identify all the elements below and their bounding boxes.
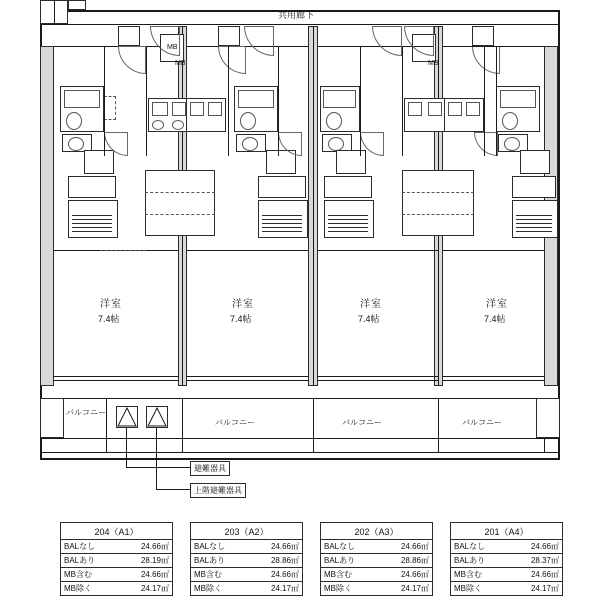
u3-basin-bowl xyxy=(328,137,344,151)
party-wall-left-end xyxy=(40,46,54,386)
unit-card-201 xyxy=(450,522,563,596)
u3-hall-wall xyxy=(360,46,361,156)
u1-mb-label: MB xyxy=(167,44,178,51)
balcony-div-4 xyxy=(438,398,439,452)
u2-entry-door-swing xyxy=(218,46,246,74)
u1-wc-bowl xyxy=(66,112,82,130)
balcony-label-4: バルコニー xyxy=(462,418,502,427)
unit-code-203: 203（A2） xyxy=(191,523,302,540)
table-row xyxy=(61,568,172,582)
u2-wc-bowl xyxy=(240,112,256,130)
u1-bath-door xyxy=(104,96,116,120)
unit-203-row3-value: 24.17㎡ xyxy=(270,584,299,593)
u2-entry-top xyxy=(187,46,308,47)
unit-203-row0-label: BALなし xyxy=(194,542,226,551)
unit-204-row2-value: 24.66㎡ xyxy=(140,570,169,579)
balcony-label-2: バルコニー xyxy=(215,418,255,427)
u3-mb-label: MB xyxy=(428,60,439,67)
balcony-bottom-line xyxy=(40,452,560,453)
unit-201-row3-label: MB除く xyxy=(454,584,482,593)
table-row xyxy=(61,554,172,568)
leader-line-2-v xyxy=(156,428,157,490)
u1-hall-wall-2 xyxy=(146,46,147,156)
unit-code-202: 202（A3） xyxy=(321,523,432,540)
u3-closet-dash-1 xyxy=(402,192,474,193)
unit-boundary-2 xyxy=(313,26,314,386)
u1-entry-door xyxy=(118,26,140,46)
unit-card-204 xyxy=(60,522,173,596)
unit-204-row1-value: 28.19㎡ xyxy=(140,556,169,565)
u4-hall-wall-2 xyxy=(496,46,497,156)
u3-desk xyxy=(324,176,372,198)
riser-block xyxy=(68,0,86,10)
table-row xyxy=(321,540,432,554)
unit-card-202 xyxy=(320,522,433,596)
u3-room-size: 7.4帖 xyxy=(358,314,380,324)
u4-cooktop xyxy=(466,102,480,116)
table-row xyxy=(451,554,562,568)
u1-tub xyxy=(64,90,100,108)
unit-202-row3-label: MB除く xyxy=(324,584,352,593)
unit-204-row0-label: BALなし xyxy=(64,542,96,551)
small-balcony-label: バルコニー xyxy=(66,408,106,417)
callout-upper-escape-device: 上階避難器具 xyxy=(190,483,246,498)
table-row xyxy=(451,582,562,595)
u4-desk xyxy=(512,176,556,198)
u3-wc-bowl xyxy=(326,112,342,130)
u1-desk xyxy=(68,176,116,198)
balcony-end-left xyxy=(40,398,64,438)
unit-202-row0-value: 24.66㎡ xyxy=(400,542,429,551)
u4-window-wall xyxy=(443,376,544,377)
balcony-end-right xyxy=(536,398,560,438)
leader-line-1-h xyxy=(126,467,190,468)
u4-window-wall-2 xyxy=(443,380,544,381)
unit-201-row2-value: 24.66㎡ xyxy=(530,570,559,579)
table-row xyxy=(191,568,302,582)
u1-room-name: 洋室 xyxy=(100,299,122,310)
u4-hall-wall xyxy=(484,46,485,156)
corridor-swing-2 xyxy=(244,26,274,56)
table-row xyxy=(191,540,302,554)
table-row xyxy=(321,568,432,582)
u4-sink xyxy=(448,102,462,116)
u1-window-wall-2 xyxy=(54,380,178,381)
u2-window-wall-2 xyxy=(187,380,308,381)
u1-room-opening xyxy=(100,250,146,251)
unit-202-row3-value: 24.17㎡ xyxy=(400,584,429,593)
unit-203-row1-value: 28.86㎡ xyxy=(270,556,299,565)
corridor-swing-4 xyxy=(404,26,434,56)
u3-bed-lines xyxy=(328,212,368,232)
corridor-swing-1 xyxy=(150,26,180,56)
u1-hall-wall xyxy=(104,46,105,156)
balcony-div-3 xyxy=(313,398,314,452)
u2-basin-bowl xyxy=(242,137,258,151)
leader-line-2-h xyxy=(156,489,190,490)
unit-201-row3-value: 24.17㎡ xyxy=(530,584,559,593)
u3-room-top-wall xyxy=(318,250,438,251)
unit-203-row1-label: BALあり xyxy=(194,556,226,565)
escape-hatch-symbols xyxy=(116,406,168,428)
balcony-label-3: バルコニー xyxy=(342,418,382,427)
unit-201-row1-value: 28.37㎡ xyxy=(530,556,559,565)
u1-wardrobe xyxy=(84,150,114,174)
outer-wall-right xyxy=(558,10,560,460)
corridor-line xyxy=(40,24,560,25)
table-row xyxy=(451,540,562,554)
u1-room-size: 7.4帖 xyxy=(98,314,120,324)
unit-202-row0-label: BALなし xyxy=(324,542,356,551)
leader-line-1-v xyxy=(126,428,127,468)
u3-window-wall xyxy=(318,376,438,377)
u2-room-size: 7.4帖 xyxy=(230,314,252,324)
u2-cooktop xyxy=(208,102,222,116)
unit-202-row2-label: MB含む xyxy=(324,570,352,579)
u2-tub xyxy=(238,90,274,108)
u4-room-name: 洋室 xyxy=(486,299,508,310)
table-row xyxy=(191,554,302,568)
balcony-top-line xyxy=(40,398,560,399)
unit-203-row3-label: MB除く xyxy=(194,584,222,593)
unit-201-row0-value: 24.66㎡ xyxy=(530,542,559,551)
table-row xyxy=(451,568,562,582)
unit-card-203 xyxy=(190,522,303,596)
unit-203-row2-value: 24.66㎡ xyxy=(270,570,299,579)
unit-area-legend xyxy=(60,522,563,596)
u4-wardrobe xyxy=(520,150,550,174)
unit-202-row1-value: 28.86㎡ xyxy=(400,556,429,565)
u1-window-wall xyxy=(54,376,178,377)
u3-sink xyxy=(408,102,422,116)
unit-code-204: 204（A1） xyxy=(61,523,172,540)
u1-bed-lines xyxy=(72,212,112,232)
u2-hall-wall-2 xyxy=(278,46,279,156)
u2-mb-label: MB xyxy=(175,60,186,67)
u4-entry-top xyxy=(443,46,544,47)
outer-wall-bottom xyxy=(40,458,560,460)
unit-204-row3-label: MB除く xyxy=(64,584,92,593)
unit-201-row0-label: BALなし xyxy=(454,542,486,551)
u4-basin-bowl xyxy=(504,137,520,151)
unit-204-row0-value: 24.66㎡ xyxy=(140,542,169,551)
table-row xyxy=(61,582,172,595)
u3-entry-door xyxy=(472,26,494,46)
unit-204-row1-label: BALあり xyxy=(64,556,96,565)
u1-basin-bowl xyxy=(68,137,84,151)
unit-202-row2-value: 24.66㎡ xyxy=(400,570,429,579)
u3-room-name: 洋室 xyxy=(360,299,382,310)
u2-room-name: 洋室 xyxy=(232,299,254,310)
unit-203-row2-label: MB含む xyxy=(194,570,222,579)
u2-sink xyxy=(190,102,204,116)
unit-201-row2-label: MB含む xyxy=(454,570,482,579)
unit-203-row0-value: 24.66㎡ xyxy=(270,542,299,551)
u1-entry-door-swing xyxy=(118,46,146,74)
unit-201-row1-label: BALあり xyxy=(454,556,486,565)
unit-204-row2-label: MB含む xyxy=(64,570,92,579)
u3-cooktop xyxy=(428,102,442,116)
u4-tub xyxy=(500,90,536,108)
callout-escape-device: 避難器具 xyxy=(190,461,230,476)
balcony-rail-line xyxy=(40,438,560,439)
u4-room-size: 7.4帖 xyxy=(484,314,506,324)
u4-room-top-wall xyxy=(443,250,544,251)
stair-line-1 xyxy=(54,0,55,24)
table-row xyxy=(321,554,432,568)
u4-bed-lines xyxy=(516,212,552,232)
table-row xyxy=(321,582,432,595)
u3-tub xyxy=(323,90,356,108)
table-row xyxy=(61,540,172,554)
u4-bath-swing xyxy=(474,132,498,156)
table-row xyxy=(191,582,302,595)
u2-desk xyxy=(258,176,306,198)
u3-window-wall-2 xyxy=(318,380,438,381)
u3-closet-dash-2 xyxy=(402,214,474,215)
u3-wardrobe xyxy=(336,150,366,174)
u2-bed-lines xyxy=(262,212,302,232)
u3-closet xyxy=(402,170,474,236)
unit-code-201: 201（A4） xyxy=(451,523,562,540)
u3-hall-wall-2 xyxy=(402,46,403,156)
u4-wc-bowl xyxy=(502,112,518,130)
u2-window-wall xyxy=(187,376,308,377)
balcony-div-1 xyxy=(106,398,107,452)
u2-entry-door xyxy=(218,26,240,46)
unit-202-row1-label: BALあり xyxy=(324,556,356,565)
u2-room-top-wall xyxy=(187,250,308,251)
corridor-swing-3 xyxy=(372,26,402,56)
balcony-div-2 xyxy=(182,398,183,452)
corridor-label: 共用廊下 xyxy=(278,10,315,20)
unit-204-row3-value: 24.17㎡ xyxy=(140,584,169,593)
u2-hall-wall xyxy=(228,46,229,156)
